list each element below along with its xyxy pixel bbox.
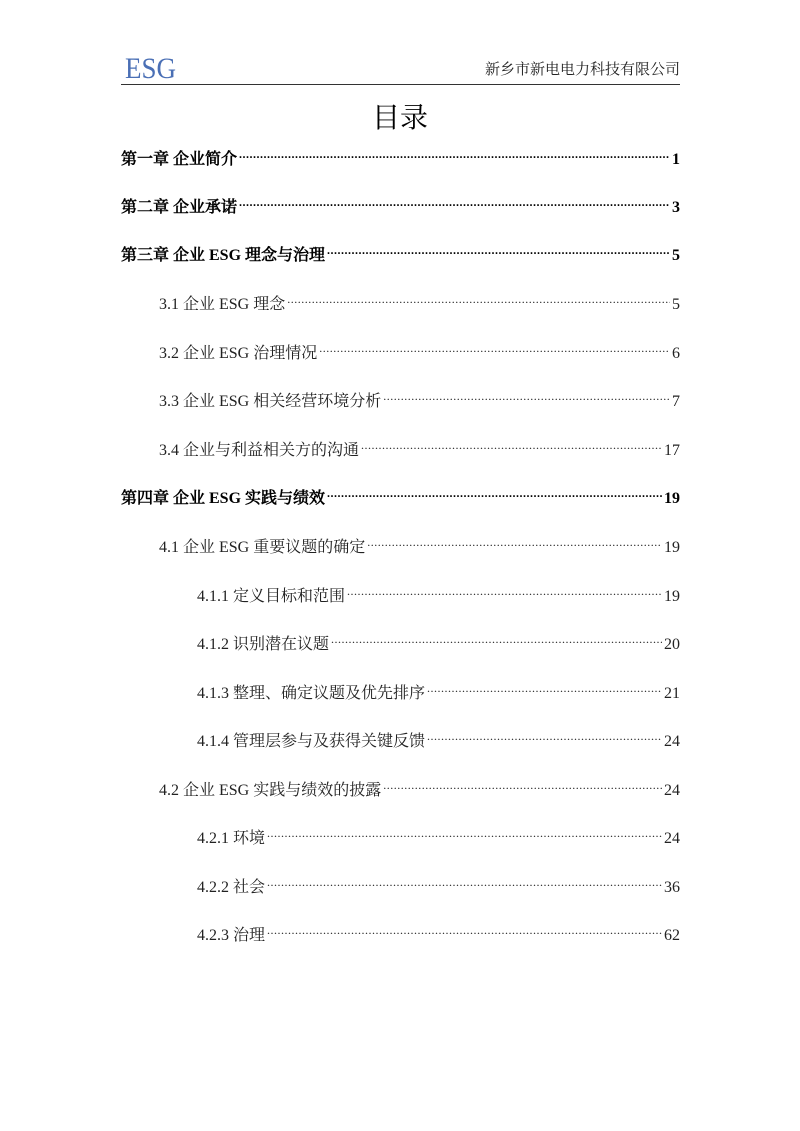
- toc-entry[interactable]: [159, 530, 680, 556]
- toc-entry-label: 4.2.2 社会: [197, 879, 266, 896]
- toc-entry[interactable]: [197, 870, 680, 896]
- toc-entry-page: 3: [672, 199, 680, 216]
- toc-entry-label: 3.2 企业 ESG 治理情况: [159, 345, 318, 362]
- toc-entry[interactable]: [197, 627, 680, 653]
- toc-entry-label: 4.1 企业 ESG 重要议题的确定: [159, 539, 366, 556]
- company-name: 新乡市新电电力科技有限公司: [484, 60, 680, 78]
- toc-entry[interactable]: [121, 481, 680, 507]
- toc-entry-page: 36: [664, 879, 680, 896]
- toc-entry-label: 3.4 企业与利益相关方的沟通: [159, 442, 360, 459]
- toc-entry-label: 4.1.1 定义目标和范围: [197, 588, 346, 605]
- toc-entry[interactable]: [159, 773, 680, 799]
- toc-entry[interactable]: [121, 142, 680, 168]
- dot-leader: [383, 384, 670, 406]
- toc-entry-label: 3.3 企业 ESG 相关经营环境分析: [159, 393, 382, 410]
- toc-entry-label: 4.2.1 环境: [197, 830, 266, 847]
- toc-entry[interactable]: [159, 336, 680, 362]
- dot-leader: [267, 918, 662, 940]
- dot-leader: [347, 579, 662, 601]
- toc-entry-page: 62: [664, 927, 680, 944]
- dot-leader: [267, 870, 662, 892]
- toc-entry-label: 第三章 企业 ESG 理念与治理: [121, 247, 326, 264]
- toc-title: 目录: [371, 101, 428, 134]
- dot-leader: [361, 433, 662, 455]
- dot-leader: [327, 481, 662, 503]
- toc-entry[interactable]: [197, 579, 680, 605]
- toc-entry-label: 3.1 企业 ESG 理念: [159, 296, 286, 313]
- toc-entry-page: 17: [664, 442, 680, 459]
- toc-entry[interactable]: [159, 384, 680, 410]
- toc-entry-page: 21: [664, 685, 680, 702]
- dot-leader: [383, 773, 662, 795]
- toc-entry-page: 1: [672, 151, 680, 168]
- dot-leader: [327, 238, 670, 260]
- dot-leader: [427, 724, 662, 746]
- toc-entry-label: 4.1.3 整理、确定议题及优先排序: [197, 685, 426, 702]
- toc-entry-label: 第二章 企业承诺: [121, 199, 238, 216]
- toc-entry-page: 19: [664, 490, 680, 507]
- page-header: [121, 52, 680, 85]
- toc-entry[interactable]: [159, 433, 680, 459]
- dot-leader: [319, 336, 670, 358]
- toc-entry-page: 6: [672, 345, 680, 362]
- toc-entry[interactable]: [197, 724, 680, 750]
- toc-entry-label: 第一章 企业简介: [121, 151, 238, 168]
- toc-entry-label: 4.1.2 识别潜在议题: [197, 636, 330, 653]
- toc-entry-label: 第四章 企业 ESG 实践与绩效: [121, 490, 326, 507]
- toc-entry-page: 19: [664, 588, 680, 605]
- esg-logo: ESG: [125, 52, 177, 85]
- toc-entry[interactable]: [197, 821, 680, 847]
- toc-entry-page: 20: [664, 636, 680, 653]
- toc-entry-label: 4.2.3 治理: [197, 927, 266, 944]
- toc-entry-page: 7: [672, 393, 680, 410]
- dot-leader: [267, 821, 662, 843]
- toc-entry-page: 24: [664, 830, 680, 847]
- toc-entry[interactable]: [197, 676, 680, 702]
- toc-entry-page: 5: [672, 296, 680, 313]
- dot-leader: [331, 627, 662, 649]
- toc-entry-label: 4.1.4 管理层参与及获得关键反馈: [197, 733, 426, 750]
- toc-entry-label: 4.2 企业 ESG 实践与绩效的披露: [159, 782, 382, 799]
- toc-entry-page: 5: [672, 247, 680, 264]
- toc-entry[interactable]: [159, 287, 680, 313]
- toc-entry[interactable]: [121, 238, 680, 264]
- dot-leader: [427, 676, 662, 698]
- dot-leader: [367, 530, 662, 552]
- toc-entry-page: 24: [664, 733, 680, 750]
- toc-entry[interactable]: [197, 918, 680, 944]
- toc-entry[interactable]: [121, 190, 680, 216]
- toc-entry-page: 19: [664, 539, 680, 556]
- toc-entry-page: 24: [664, 782, 680, 799]
- dot-leader: [239, 190, 670, 212]
- dot-leader: [239, 142, 670, 164]
- dot-leader: [287, 287, 670, 309]
